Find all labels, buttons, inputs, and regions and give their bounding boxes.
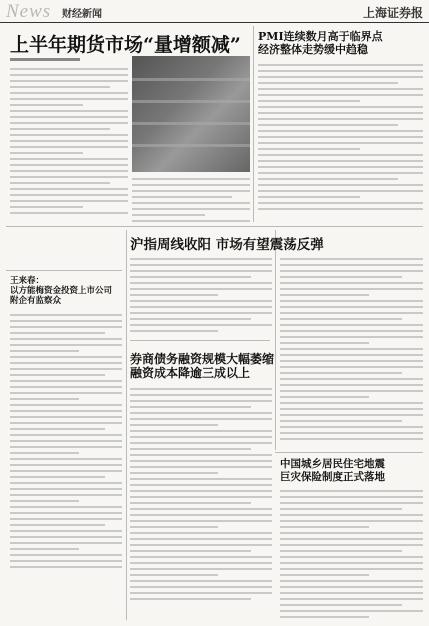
section-divider bbox=[275, 452, 423, 453]
section-divider bbox=[6, 270, 122, 271]
section-divider bbox=[130, 340, 270, 341]
masthead-brand: News bbox=[6, 1, 52, 22]
interview-headline: 王来春： 以方能梅资金投资上市公司 附企有监察众 bbox=[10, 276, 113, 307]
pmi-article bbox=[258, 64, 423, 214]
masthead bbox=[0, 0, 429, 23]
column-divider bbox=[253, 26, 254, 222]
market-article-col2 bbox=[280, 258, 423, 444]
column-divider bbox=[275, 230, 276, 450]
main-byline bbox=[10, 58, 150, 66]
main-headline: 上半年期货市场“量增额减” bbox=[10, 34, 241, 56]
section-name: 财经新闻 bbox=[62, 9, 102, 20]
interview-article bbox=[10, 314, 122, 572]
insurance-article bbox=[280, 490, 423, 622]
paper-name: 上海证券报 bbox=[362, 6, 423, 20]
bond-article bbox=[130, 388, 272, 604]
bond-headline: 券商债务融资规模大幅萎缩 融资成本降逾三成以上 bbox=[130, 352, 275, 381]
market-article bbox=[130, 258, 272, 336]
main-article-col2 bbox=[132, 178, 250, 226]
main-article-col1 bbox=[10, 68, 128, 218]
section-divider bbox=[6, 226, 423, 227]
steel-coil-photo bbox=[132, 56, 250, 172]
pmi-headline: PMI连续数月高于临界点 经济整体走势缓中趋稳 bbox=[258, 30, 383, 57]
insurance-headline: 中国城乡居民住宅地震 巨灾保险制度正式落地 bbox=[280, 458, 385, 483]
column-divider bbox=[126, 230, 127, 620]
market-headline: 沪指周线收阳 市场有望震荡反弹 bbox=[130, 237, 324, 253]
